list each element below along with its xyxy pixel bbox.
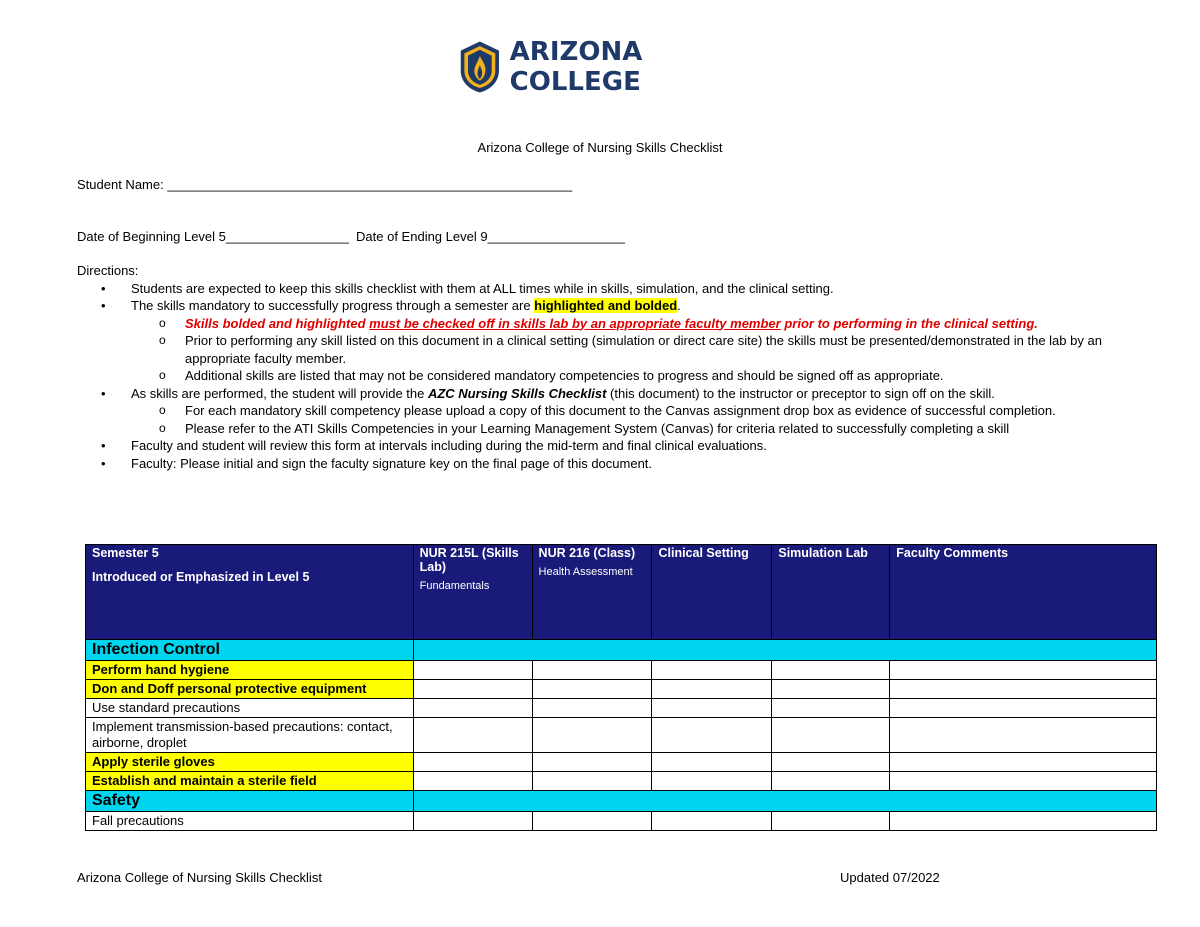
header-faculty-comments: Faculty Comments xyxy=(890,545,1157,640)
date-beginning: Date of Beginning Level 5_________________ xyxy=(77,229,349,244)
directions-heading: Directions: xyxy=(77,263,139,278)
table-row: Fall precautions xyxy=(86,812,1157,831)
table-row: Use standard precautions xyxy=(86,699,1157,718)
list-item: o For each mandatory skill competency please upload a copy of this document to the Canvas assignment drop box as evidence of successful completion. xyxy=(159,403,1056,418)
list-item: o Additional skills are listed that may not be considered mandatory competencies to progress and should be signed off as appropriate. xyxy=(159,368,944,383)
header-simulation-lab: Simulation Lab xyxy=(772,545,890,640)
highlight-text: highlighted and bolded xyxy=(534,298,678,313)
date-ending: Date of Ending Level 9___________________ xyxy=(356,229,625,244)
table-row: Don and Doff personal protective equipment xyxy=(86,680,1157,699)
list-item: o Skills bolded and highlighted must be checked off in skills lab by an appropriate faculty member prior to performing in the clinical setting. xyxy=(159,315,1038,331)
logo-text: ARIZONA COLLEGE xyxy=(509,37,643,97)
header-nur215l: NUR 215L (Skills Lab) Fundamentals xyxy=(413,545,532,640)
table-header-row xyxy=(86,545,1157,640)
header-clinical-setting: Clinical Setting xyxy=(652,545,772,640)
footer-updated: Updated 07/2022 xyxy=(840,870,940,885)
list-item: • The skills mandatory to successfully progress through a semester are highlighted and bolded. xyxy=(101,298,681,313)
list-item: • Students are expected to keep this skills checklist with them at ALL times while in skills, simulation, and the clinical setting. xyxy=(101,280,834,296)
category-row xyxy=(86,791,1157,812)
list-item: o Please refer to the ATI Skills Competencies in your Learning Management System (Canvas) for criteria related to successfully completing a skill xyxy=(159,420,1010,436)
table-row: Establish and maintain a sterile field xyxy=(86,772,1157,791)
category-safety: Safety xyxy=(86,791,414,812)
footer-title: Arizona College of Nursing Skills Checklist xyxy=(77,870,322,885)
category-infection-control: Infection Control xyxy=(86,640,414,661)
table-row: Apply sterile gloves xyxy=(86,753,1157,772)
student-name-line: Student Name: ________________________________________________________ xyxy=(77,177,573,192)
logo xyxy=(458,36,758,98)
list-item: • Faculty: Please initial and sign the faculty signature key on the final page of this document. xyxy=(101,455,653,471)
document-title: Arizona College of Nursing Skills Checklist xyxy=(477,140,723,155)
date-line xyxy=(77,229,625,244)
header-semester: Semester 5 Introduced or Emphasized in Level 5 xyxy=(86,545,414,640)
directions-list xyxy=(77,280,1157,473)
table-row: Perform hand hygiene xyxy=(86,661,1157,680)
list-item: • Faculty and student will review this form at intervals including during the mid-term and final clinical evaluations. xyxy=(101,438,767,453)
shield-flame-icon xyxy=(458,37,502,97)
category-row xyxy=(86,640,1157,661)
header-nur216: NUR 216 (Class) Health Assessment xyxy=(532,545,652,640)
list-item: o Prior to performing any skill listed on this document in a clinical setting (simulation or direct care site) the skills must be presented/demonstrated in the lab by an appropriate faculty member. xyxy=(159,333,1102,366)
table-row: Implement transmission-based precautions: contact, airborne, droplet xyxy=(86,718,1157,753)
directions xyxy=(77,262,1157,472)
skills-table xyxy=(85,544,1157,831)
list-item: • As skills are performed, the student will provide the AZC Nursing Skills Checklist (this document) to the instructor or preceptor to sign off on the skill. xyxy=(101,385,995,401)
